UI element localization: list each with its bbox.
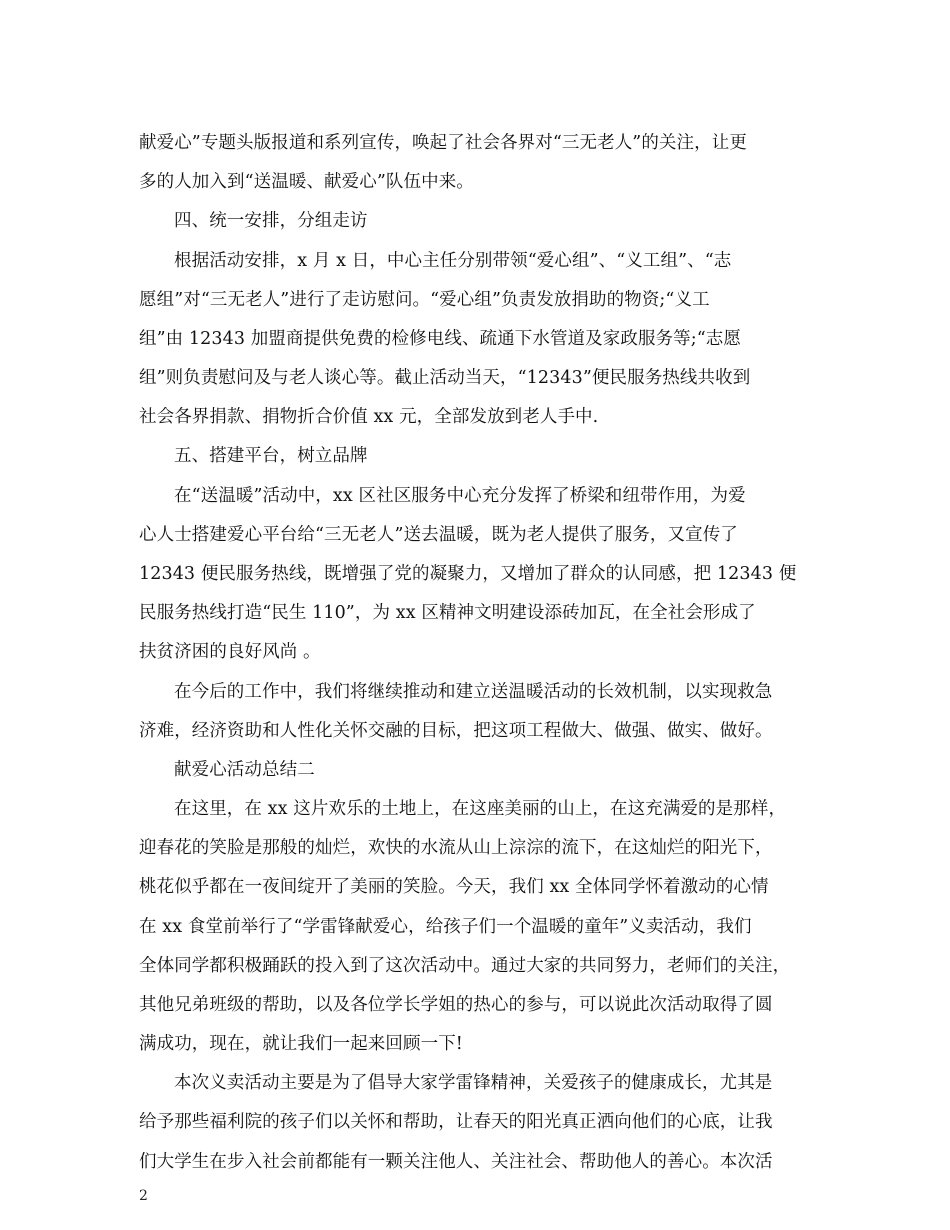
- text-line: 们大学生在步入社会前都能有一颗关注他人、关注社会、帮助他人的善心。本次活: [139, 1152, 773, 1172]
- text-line: 桃花似乎都在一夜间绽开了美丽的笑脸。今天，我们 xx 全体同学怀着激动的心情: [139, 877, 769, 897]
- text-line: 扶贫济困的良好风尚 。: [139, 642, 321, 662]
- text-line: 组”由 12343 加盟商提供免费的检修电线、疏通下水管道及家政服务等;“志愿: [139, 329, 741, 349]
- text-line: 给予那些福利院的孩子们以关怀和帮助，让春天的阳光真正洒向他们的心底，让我: [139, 1112, 773, 1132]
- text-line: 在 xx 食堂前举行了“学雷锋献爱心，给孩子们一个温暖的童年”义卖活动，我们: [139, 917, 752, 937]
- text-line: 满成功，现在，就让我们一起来回顾一下!: [139, 1034, 463, 1054]
- text-line: 在今后的工作中，我们将继续推动和建立送温暖活动的长效机制，以实现救急: [174, 682, 773, 702]
- text-line: 在“送温暖”活动中，xx 区社区服务中心充分发挥了桥梁和纽带作用，为爱: [174, 486, 746, 506]
- text-line: 全体同学都积极踊跃的投入到了这次活动中。通过大家的共同努力，老师们的关注，: [139, 956, 791, 976]
- section-heading: 献爱心活动总结二: [174, 760, 315, 780]
- text-line: 多的人加入到“送温暖、献爱心”队伍中来。: [139, 172, 474, 192]
- text-line: 民服务热线打造“民生 110”，为 xx 区精神文明建设添砖加瓦，在全社会形成了: [139, 603, 756, 623]
- text-line: 组”则负责慰问及与老人谈心等。截止活动当天，“12343”便民服务热线共收到: [139, 368, 751, 388]
- text-line: 本次义卖活动主要是为了倡导大家学雷锋精神，关爱孩子的健康成长，尤其是: [174, 1073, 773, 1093]
- section-heading: 四、统一安排，分组走访: [174, 211, 368, 231]
- text-line: 愿组”对“三无老人”进行了走访慰问。“爱心组”负责发放捐助的物资;“义工: [139, 290, 710, 310]
- text-line: 其他兄弟班级的帮助，以及各位学长学姐的热心的参与，可以说此次活动取得了圆: [139, 995, 773, 1015]
- text-line: 根据活动安排，x 月 x 日，中心主任分别带领“爱心组”、“义工组”、“志: [174, 251, 732, 271]
- text-line: 社会各界捐款、捐物折合价值 xx 元，全部发放到老人手中.: [139, 407, 599, 427]
- page-number: 2: [139, 1188, 148, 1204]
- text-line: 献爱心”专题头版报道和系列宣传，唤起了社会各界对“三无老人”的关注，让更: [139, 133, 747, 153]
- text-line: 在这里，在 xx 这片欢乐的土地上，在这座美丽的山上，在这充满爱的是那样，: [174, 799, 787, 819]
- text-line: 济难，经济资助和人性化关怀交融的目标，把这项工程做大、做强、做实、做好。: [139, 721, 773, 741]
- text-line: 迎春花的笑脸是那般的灿烂，欢快的水流从山上淙淙的流下，在这灿烂的阳光下，: [139, 838, 773, 858]
- section-heading: 五、搭建平台，树立品牌: [174, 446, 368, 466]
- text-line: 12343 便民服务热线，既增强了党的凝聚力，又增加了群众的认同感，把 12343 便: [139, 564, 797, 584]
- text-line: 心人士搭建爱心平台给“三无老人”送去温暖，既为老人提供了服务，又宣传了: [139, 525, 738, 545]
